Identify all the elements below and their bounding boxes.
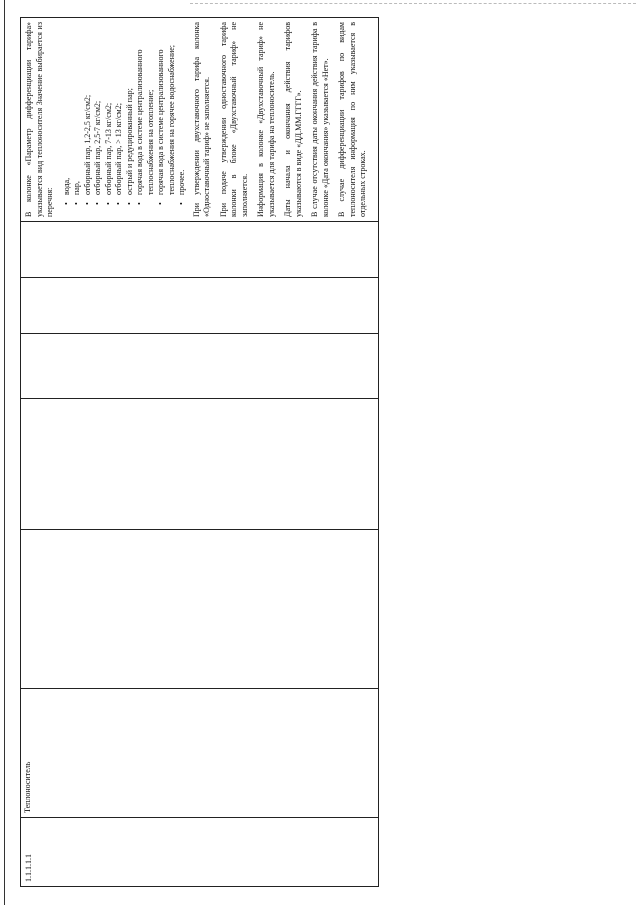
empty-cell: [21, 530, 379, 689]
note-paragraph: В случае дифференциации тарифов по видам теплоносителя информация по ним указывается в отдельных строках.: [337, 22, 367, 217]
list-item: • прочее.: [177, 22, 188, 203]
tariff-instructions-table: [20, 17, 379, 887]
row-name-cell: [21, 689, 379, 818]
page-top-rule: [190, 3, 636, 4]
list-item: • острый и редуцированный пар;: [125, 22, 136, 203]
note-paragraph: При подаче утверждении одноставочного тарифа колонки в блоке «Двухставочный тариф» не заполняется.: [218, 22, 249, 217]
description-intro: В колонке «Параметр дифференциации тарифа» указывается вид теплоносителя Значение выбирается из перечня:: [24, 22, 54, 217]
description-cell: [21, 18, 379, 222]
page-left-border: [4, 0, 5, 905]
note-paragraph: В случае отсутствия даты окончания действия тарифа в колонке «Дата окончания» указывается «Нет».: [310, 22, 330, 217]
list-item: • горячая вода в системе централизованного теплоснабжения на отопление;: [135, 22, 156, 203]
list-item: • отборный пар, 1,2-2,5 кг/см2;: [83, 22, 94, 203]
note-paragraph: При утверждении двухставочного тарифа колонка «Одноставочный тариф» не заполняется.: [191, 22, 211, 217]
rotated-table-page: [20, 17, 367, 887]
row-name: Теплоноситель: [23, 761, 32, 813]
option-list: [62, 22, 188, 217]
list-item: • вода,: [62, 22, 73, 203]
note-paragraph: Даты начала и окончания действия тарифов указываются в виде «ДД.ММ.ГГГГ».: [283, 22, 303, 217]
list-item: • отборный пар, > 13 кг/см2;: [114, 22, 125, 203]
list-item: • горячая вода в системе централизованного теплоснабжения на горячее водоснабжение;: [156, 22, 177, 203]
empty-cell: [21, 278, 379, 334]
row-number: 1.1.1.1.1: [24, 854, 33, 882]
note-paragraph: Информация в колонке «Двухставочный тариф» не указывается для тарифа на теплоноситель.: [256, 22, 276, 217]
list-item: • пар,: [72, 22, 83, 203]
empty-cell: [21, 222, 379, 278]
empty-cell: [21, 399, 379, 530]
row-number-cell: [21, 818, 379, 887]
list-item: • отборный пар, 7-13 кг/см2;: [104, 22, 115, 203]
table-row: [21, 18, 379, 887]
list-item: • отборный пар, 2,5-7 кг/см2;: [93, 22, 104, 203]
empty-cell: [21, 334, 379, 399]
